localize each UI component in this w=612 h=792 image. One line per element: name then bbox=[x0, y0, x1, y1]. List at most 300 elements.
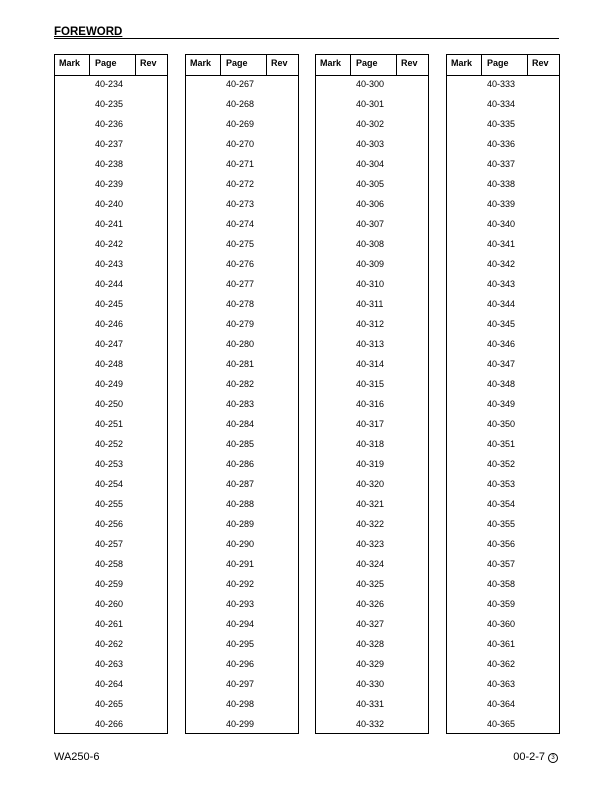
rev-cell bbox=[136, 535, 169, 555]
rev-cell bbox=[136, 575, 169, 595]
table-row bbox=[186, 195, 298, 215]
page-cell: 40-263 bbox=[95, 659, 124, 669]
page-cell: 40-296 bbox=[226, 659, 255, 669]
page-header bbox=[54, 26, 559, 39]
page-cell: 40-341 bbox=[487, 239, 516, 249]
page-cell: 40-234 bbox=[95, 79, 124, 89]
page-cell: 40-266 bbox=[95, 719, 124, 729]
table-row bbox=[55, 495, 167, 515]
rev-cell bbox=[528, 295, 561, 315]
table-row bbox=[316, 175, 428, 195]
page-cell: 40-334 bbox=[487, 99, 516, 109]
rev-cell bbox=[267, 655, 300, 675]
mark-cell bbox=[316, 475, 351, 495]
mark-cell bbox=[55, 395, 90, 415]
page-cell: 40-333 bbox=[487, 79, 516, 89]
table-row bbox=[186, 415, 298, 435]
page-cell: 40-318 bbox=[356, 439, 385, 449]
page-cell: 40-311 bbox=[356, 299, 384, 309]
mark-cell bbox=[316, 615, 351, 635]
page-cell: 40-364 bbox=[487, 699, 516, 709]
rev-cell bbox=[528, 375, 561, 395]
page-cell: 40-356 bbox=[487, 539, 516, 549]
table-row bbox=[55, 135, 167, 155]
mark-cell bbox=[447, 555, 482, 575]
rev-cell bbox=[528, 95, 561, 115]
mark-cell bbox=[316, 235, 351, 255]
table-row bbox=[186, 655, 298, 675]
mark-cell bbox=[316, 655, 351, 675]
rev-cell bbox=[267, 275, 300, 295]
mark-cell bbox=[447, 635, 482, 655]
page-cell: 40-326 bbox=[356, 599, 385, 609]
column-header-mark: Mark bbox=[55, 55, 90, 75]
rev-cell bbox=[397, 355, 430, 375]
page-cell: 40-286 bbox=[226, 459, 255, 469]
rev-cell bbox=[267, 555, 300, 575]
mark-cell bbox=[447, 295, 482, 315]
page-cell: 40-293 bbox=[226, 599, 255, 609]
mark-cell bbox=[186, 595, 221, 615]
page-cell: 40-353 bbox=[487, 479, 516, 489]
table-row bbox=[316, 195, 428, 215]
table-row bbox=[447, 495, 559, 515]
mark-cell bbox=[447, 695, 482, 715]
mark-cell bbox=[55, 235, 90, 255]
rev-cell bbox=[397, 395, 430, 415]
column-header-rev: Rev bbox=[140, 58, 157, 68]
mark-cell bbox=[186, 275, 221, 295]
page-cell: 40-351 bbox=[487, 439, 516, 449]
page-cell: 40-315 bbox=[356, 379, 385, 389]
page-cell: 40-239 bbox=[95, 179, 124, 189]
mark-cell bbox=[447, 455, 482, 475]
mark-cell bbox=[55, 275, 90, 295]
rev-cell bbox=[267, 255, 300, 275]
rev-cell bbox=[136, 435, 169, 455]
page-cell: 40-246 bbox=[95, 319, 124, 329]
rev-cell bbox=[528, 415, 561, 435]
page-cell: 40-242 bbox=[95, 239, 124, 249]
table-header bbox=[447, 55, 559, 76]
rev-cell bbox=[528, 315, 561, 335]
page-number: 00-2-7 bbox=[513, 751, 545, 763]
rev-cell bbox=[267, 375, 300, 395]
rev-cell bbox=[528, 135, 561, 155]
table-row bbox=[55, 155, 167, 175]
table-row bbox=[55, 115, 167, 135]
rev-cell bbox=[136, 95, 169, 115]
table-row bbox=[186, 515, 298, 535]
page-list-table-1 bbox=[54, 54, 168, 734]
mark-cell bbox=[447, 135, 482, 155]
table-row bbox=[55, 415, 167, 435]
column-header-rev: Rev bbox=[401, 58, 418, 68]
page-cell: 40-301 bbox=[356, 99, 385, 109]
rev-cell bbox=[528, 675, 561, 695]
rev-cell bbox=[528, 235, 561, 255]
page-cell: 40-332 bbox=[356, 719, 385, 729]
page-cell: 40-297 bbox=[226, 679, 255, 689]
table-row bbox=[316, 495, 428, 515]
table-row bbox=[316, 75, 428, 95]
table-row bbox=[447, 195, 559, 215]
table-row bbox=[316, 255, 428, 275]
mark-cell bbox=[186, 375, 221, 395]
page-cell: 40-317 bbox=[356, 419, 385, 429]
rev-cell bbox=[528, 155, 561, 175]
table-row bbox=[447, 595, 559, 615]
page-cell: 40-343 bbox=[487, 279, 516, 289]
page-cell: 40-306 bbox=[356, 199, 385, 209]
table-row bbox=[55, 435, 167, 455]
rev-cell bbox=[528, 355, 561, 375]
page-cell: 40-270 bbox=[226, 139, 255, 149]
mark-cell bbox=[316, 635, 351, 655]
mark-cell bbox=[55, 475, 90, 495]
mark-cell bbox=[447, 75, 482, 95]
column-header-page: Page bbox=[482, 55, 528, 75]
mark-cell bbox=[186, 655, 221, 675]
column-header-rev: Rev bbox=[271, 58, 288, 68]
rev-cell bbox=[397, 255, 430, 275]
page-cell: 40-354 bbox=[487, 499, 516, 509]
table-row bbox=[447, 555, 559, 575]
rev-cell bbox=[267, 235, 300, 255]
page-cell: 40-305 bbox=[356, 179, 385, 189]
rev-cell bbox=[267, 355, 300, 375]
page-cell: 40-327 bbox=[356, 619, 385, 629]
rev-cell bbox=[528, 655, 561, 675]
table-row bbox=[316, 215, 428, 235]
rev-cell bbox=[528, 695, 561, 715]
mark-cell bbox=[55, 615, 90, 635]
rev-cell bbox=[397, 535, 430, 555]
page-cell: 40-241 bbox=[95, 219, 124, 229]
rev-cell bbox=[267, 515, 300, 535]
mark-cell bbox=[55, 535, 90, 555]
page-cell: 40-272 bbox=[226, 179, 255, 189]
rev-cell bbox=[528, 555, 561, 575]
page-cell: 40-319 bbox=[356, 459, 385, 469]
table-row bbox=[55, 455, 167, 475]
page-cell: 40-280 bbox=[226, 339, 255, 349]
table-row bbox=[55, 475, 167, 495]
mark-cell bbox=[316, 95, 351, 115]
page-cell: 40-363 bbox=[487, 679, 516, 689]
mark-cell bbox=[55, 255, 90, 275]
page-cell: 40-268 bbox=[226, 99, 255, 109]
rev-cell bbox=[267, 495, 300, 515]
page-cell: 40-291 bbox=[226, 559, 255, 569]
rev-cell bbox=[136, 555, 169, 575]
table-row bbox=[316, 95, 428, 115]
mark-cell bbox=[186, 395, 221, 415]
mark-cell bbox=[316, 275, 351, 295]
mark-cell bbox=[316, 115, 351, 135]
mark-cell bbox=[55, 555, 90, 575]
table-row bbox=[186, 255, 298, 275]
mark-cell bbox=[316, 535, 351, 555]
table-row bbox=[316, 115, 428, 135]
rev-cell bbox=[267, 395, 300, 415]
page-cell: 40-261 bbox=[95, 619, 124, 629]
rev-cell bbox=[267, 135, 300, 155]
mark-cell bbox=[447, 535, 482, 555]
mark-cell bbox=[447, 515, 482, 535]
mark-cell bbox=[316, 215, 351, 235]
page-cell: 40-236 bbox=[95, 119, 124, 129]
rev-cell bbox=[267, 535, 300, 555]
rev-cell bbox=[136, 455, 169, 475]
rev-cell bbox=[528, 455, 561, 475]
table-row bbox=[447, 175, 559, 195]
mark-cell bbox=[316, 715, 351, 735]
page-cell: 40-314 bbox=[356, 359, 385, 369]
mark-cell bbox=[186, 255, 221, 275]
rev-cell bbox=[136, 415, 169, 435]
page-cell: 40-357 bbox=[487, 559, 516, 569]
page-cell: 40-237 bbox=[95, 139, 124, 149]
table-row bbox=[186, 495, 298, 515]
mark-cell bbox=[447, 175, 482, 195]
table-row bbox=[186, 695, 298, 715]
table-row bbox=[316, 415, 428, 435]
rev-cell bbox=[397, 575, 430, 595]
mark-cell bbox=[55, 455, 90, 475]
rev-cell bbox=[397, 655, 430, 675]
mark-cell bbox=[447, 415, 482, 435]
table-row bbox=[316, 235, 428, 255]
table-row bbox=[55, 375, 167, 395]
table-row bbox=[55, 595, 167, 615]
page-cell: 40-307 bbox=[356, 219, 385, 229]
rev-cell bbox=[528, 275, 561, 295]
page-cell: 40-330 bbox=[356, 679, 385, 689]
page-cell: 40-288 bbox=[226, 499, 255, 509]
mark-cell bbox=[186, 335, 221, 355]
page-cell: 40-289 bbox=[226, 519, 255, 529]
mark-cell bbox=[55, 715, 90, 735]
rev-cell bbox=[397, 435, 430, 455]
table-body bbox=[447, 75, 559, 735]
table-row bbox=[55, 195, 167, 215]
page-cell: 40-349 bbox=[487, 399, 516, 409]
page-cell: 40-309 bbox=[356, 259, 385, 269]
page-cell: 40-283 bbox=[226, 399, 255, 409]
table-row bbox=[186, 315, 298, 335]
table-row bbox=[447, 615, 559, 635]
mark-cell bbox=[316, 175, 351, 195]
rev-cell bbox=[136, 255, 169, 275]
table-row bbox=[186, 535, 298, 555]
mark-cell bbox=[447, 495, 482, 515]
table-row bbox=[55, 575, 167, 595]
table-row bbox=[55, 395, 167, 415]
rev-cell bbox=[528, 75, 561, 95]
mark-cell bbox=[316, 335, 351, 355]
page-cell: 40-313 bbox=[356, 339, 385, 349]
mark-cell bbox=[316, 495, 351, 515]
mark-cell bbox=[55, 135, 90, 155]
table-row bbox=[447, 295, 559, 315]
rev-cell bbox=[528, 195, 561, 215]
mark-cell bbox=[447, 595, 482, 615]
rev-cell bbox=[528, 115, 561, 135]
page-cell: 40-248 bbox=[95, 359, 124, 369]
page-list-table-2 bbox=[185, 54, 299, 734]
mark-cell bbox=[55, 695, 90, 715]
mark-cell bbox=[55, 375, 90, 395]
mark-cell bbox=[447, 395, 482, 415]
table-row bbox=[55, 675, 167, 695]
page-cell: 40-350 bbox=[487, 419, 516, 429]
table-row bbox=[447, 515, 559, 535]
table-row bbox=[447, 655, 559, 675]
page-cell: 40-300 bbox=[356, 79, 385, 89]
table-row bbox=[55, 555, 167, 575]
page-cell: 40-345 bbox=[487, 319, 516, 329]
mark-cell bbox=[447, 235, 482, 255]
page-list-table-4 bbox=[446, 54, 560, 734]
page-cell: 40-331 bbox=[356, 699, 385, 709]
rev-cell bbox=[267, 215, 300, 235]
mark-cell bbox=[55, 655, 90, 675]
page-cell: 40-322 bbox=[356, 519, 385, 529]
page-cell: 40-365 bbox=[487, 719, 516, 729]
mark-cell bbox=[316, 135, 351, 155]
table-row bbox=[186, 75, 298, 95]
page-cell: 40-281 bbox=[226, 359, 255, 369]
page-cell: 40-247 bbox=[95, 339, 124, 349]
rev-cell bbox=[528, 395, 561, 415]
page-cell: 40-355 bbox=[487, 519, 516, 529]
page-cell: 40-284 bbox=[226, 419, 255, 429]
page-cell: 40-303 bbox=[356, 139, 385, 149]
rev-cell bbox=[267, 695, 300, 715]
rev-cell bbox=[528, 215, 561, 235]
mark-cell bbox=[55, 515, 90, 535]
table-row bbox=[447, 335, 559, 355]
page-cell: 40-282 bbox=[226, 379, 255, 389]
table-row bbox=[316, 675, 428, 695]
page-cell: 40-348 bbox=[487, 379, 516, 389]
rev-cell bbox=[528, 635, 561, 655]
page-cell: 40-253 bbox=[95, 459, 124, 469]
table-row bbox=[447, 255, 559, 275]
rev-cell bbox=[528, 335, 561, 355]
table-row bbox=[186, 715, 298, 735]
page-cell: 40-316 bbox=[356, 399, 385, 409]
rev-cell bbox=[267, 615, 300, 635]
rev-cell bbox=[267, 435, 300, 455]
table-row bbox=[186, 455, 298, 475]
rev-cell bbox=[397, 715, 430, 735]
rev-cell bbox=[528, 435, 561, 455]
page-cell: 40-259 bbox=[95, 579, 124, 589]
table-row bbox=[186, 555, 298, 575]
mark-cell bbox=[186, 215, 221, 235]
mark-cell bbox=[55, 295, 90, 315]
mark-cell bbox=[186, 475, 221, 495]
table-body bbox=[316, 75, 428, 735]
mark-cell bbox=[55, 115, 90, 135]
page-cell: 40-265 bbox=[95, 699, 124, 709]
rev-cell bbox=[397, 495, 430, 515]
column-header-mark: Mark bbox=[186, 55, 221, 75]
rev-cell bbox=[267, 95, 300, 115]
table-row bbox=[186, 175, 298, 195]
rev-cell bbox=[397, 675, 430, 695]
mark-cell bbox=[55, 495, 90, 515]
mark-cell bbox=[316, 695, 351, 715]
table-row bbox=[186, 635, 298, 655]
mark-cell bbox=[186, 675, 221, 695]
mark-cell bbox=[186, 415, 221, 435]
page-cell: 40-362 bbox=[487, 659, 516, 669]
page-cell: 40-359 bbox=[487, 599, 516, 609]
page-cell: 40-274 bbox=[226, 219, 255, 229]
rev-cell bbox=[528, 615, 561, 635]
rev-cell bbox=[397, 635, 430, 655]
mark-cell bbox=[186, 555, 221, 575]
rev-cell bbox=[136, 635, 169, 655]
table-row bbox=[186, 575, 298, 595]
mark-cell bbox=[316, 395, 351, 415]
page-cell: 40-360 bbox=[487, 619, 516, 629]
table-row bbox=[186, 115, 298, 135]
table-row bbox=[186, 435, 298, 455]
rev-cell bbox=[267, 195, 300, 215]
table-row bbox=[447, 675, 559, 695]
mark-cell bbox=[316, 415, 351, 435]
mark-cell bbox=[186, 695, 221, 715]
table-row bbox=[55, 255, 167, 275]
page-cell: 40-251 bbox=[95, 419, 124, 429]
table-row bbox=[316, 655, 428, 675]
page-cell: 40-279 bbox=[226, 319, 255, 329]
table-row bbox=[55, 655, 167, 675]
page-cell: 40-258 bbox=[95, 559, 124, 569]
table-row bbox=[186, 595, 298, 615]
mark-cell bbox=[55, 315, 90, 335]
mark-cell bbox=[316, 555, 351, 575]
table-row bbox=[316, 375, 428, 395]
mark-cell bbox=[447, 275, 482, 295]
footer-page-info bbox=[513, 751, 558, 763]
table-header bbox=[55, 55, 167, 76]
rev-cell bbox=[397, 595, 430, 615]
table-row bbox=[447, 695, 559, 715]
mark-cell bbox=[55, 575, 90, 595]
table-body bbox=[55, 75, 167, 735]
rev-cell bbox=[528, 175, 561, 195]
table-row bbox=[447, 75, 559, 95]
page-cell: 40-235 bbox=[95, 99, 124, 109]
table-row bbox=[186, 215, 298, 235]
page-cell: 40-295 bbox=[226, 639, 255, 649]
page-cell: 40-273 bbox=[226, 199, 255, 209]
rev-cell bbox=[397, 695, 430, 715]
table-row bbox=[186, 675, 298, 695]
table-row bbox=[316, 275, 428, 295]
rev-cell bbox=[528, 495, 561, 515]
rev-cell bbox=[267, 295, 300, 315]
mark-cell bbox=[186, 535, 221, 555]
page-cell: 40-243 bbox=[95, 259, 124, 269]
page-cell: 40-249 bbox=[95, 379, 124, 389]
rev-cell bbox=[397, 375, 430, 395]
